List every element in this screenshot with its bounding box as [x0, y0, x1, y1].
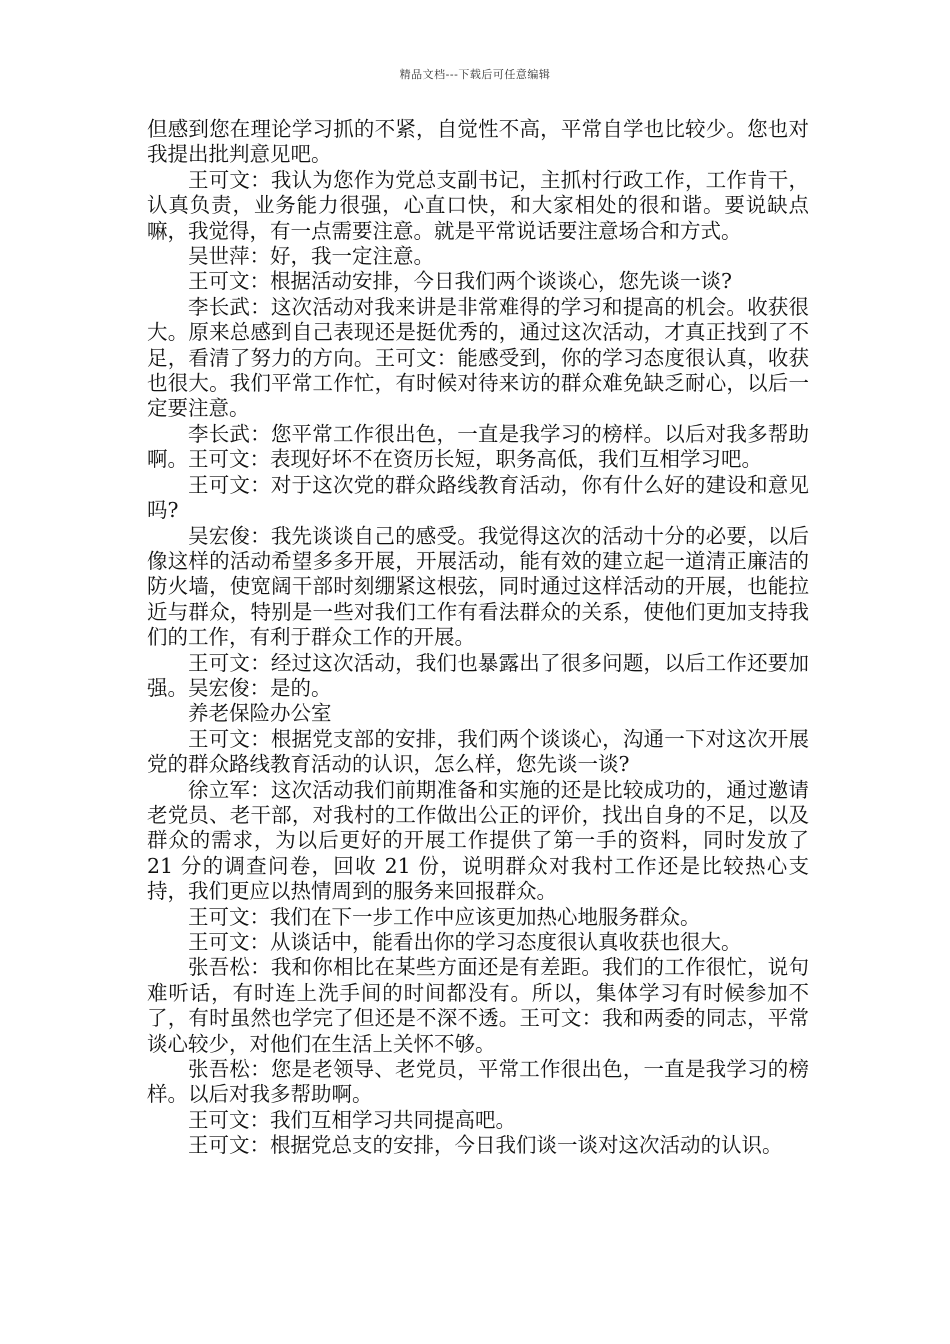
paragraph: 李长武：您平常工作很出色，一直是我学习的榜样。以后对我多帮助啊。王可文：表现好坏不在资历长短，职务高低，我们互相学习吧。: [147, 421, 809, 472]
paragraph: 王可文：根据党总支的安排，今日我们谈一谈对这次活动的认识。: [188, 1133, 783, 1158]
paragraph: 王可文：对于这次党的群众路线教育活动，你有什么好的建设和意见吗?: [147, 472, 809, 523]
document-body: [147, 117, 809, 1159]
paragraph: 吴世萍：好，我一定注意。: [188, 244, 434, 269]
paragraph: 李长武：这次活动对我来讲是非常难得的学习和提高的机会。收获很大。原来总感到自己表现还是挺优秀的，通过这次活动，才真正找到了不足，看清了努力的方向。王可文：能感受到，你的学习态度很认真，收获也很大。我们平常工作忙，有时候对待来访的群众难免缺乏耐心，以后一定要注意。: [147, 294, 809, 421]
page-header: 精品文档---下载后可任意编辑: [399, 68, 551, 81]
paragraph: 王可文：根据党支部的安排，我们两个谈谈心，沟通一下对这次开展党的群众路线教育活动的认识，怎么样，您先谈一谈?: [147, 726, 809, 777]
paragraph: 王可文：我们在下一步工作中应该更加热心地服务群众。: [188, 904, 701, 929]
paragraph: 王可文：根据活动安排，今日我们两个谈谈心，您先谈一谈?: [188, 269, 732, 294]
paragraph: 张吾松：我和你相比在某些方面还是有差距。我们的工作很忙，说句难听话，有时连上洗手间的时间都没有。所以，集体学习有时候参加不了，有时虽然也学完了但还是不深不透。王可文：我和两委的同志，平常谈心较少，对他们在生活上关怀不够。: [147, 955, 809, 1056]
paragraph: 但感到您在理论学习抓的不紧，自觉性不高，平常自学也比较少。您也对我提出批判意见吧。: [147, 117, 809, 167]
paragraph: 吴宏俊：我先谈谈自己的感受。我觉得这次的活动十分的必要，以后像这样的活动希望多多开展，开展活动，能有效的建立起一道清正廉洁的防火墙，使宽阔干部时刻绷紧这根弦，同时通过这样活动的开展，也能拉近与群众，特别是一些对我们工作有看法群众的关系，使他们更加支持我们的工作，有利于群众工作的开展。: [147, 523, 809, 650]
section-heading: 养老保险办公室: [188, 701, 332, 726]
paragraph: 王可文：我们互相学习共同提高吧。: [188, 1107, 516, 1132]
paragraph: 王可文：我认为您作为党总支副书记，主抓村行政工作，工作肯干，认真负责，业务能力很强，心直口快，和大家相处的很和谐。要说缺点嘛，我觉得，有一点需要注意。就是平常说话要注意场合和方式。: [147, 167, 809, 243]
paragraph: 徐立军：这次活动我们前期准备和实施的还是比较成功的，通过邀请老党员、老干部，对我村的工作做出公正的评价，找出自身的不足，以及群众的需求，为以后更好的开展工作提供了第一手的资料，同时发放了 21 分的调查问卷，回收 21 份，说明群众对我村工作还是比较热心支持，我们更应以热情周到的服务来回报群众。: [147, 777, 809, 904]
paragraph: 王可文：经过这次活动，我们也暴露出了很多问题，以后工作还要加强。吴宏俊：是的。: [147, 650, 809, 700]
paragraph: 张吾松：您是老领导、老党员，平常工作很出色，一直是我学习的榜样。以后对我多帮助啊。: [147, 1057, 809, 1107]
paragraph: 王可文：从谈话中，能看出你的学习态度很认真收获也很大。: [188, 930, 742, 954]
